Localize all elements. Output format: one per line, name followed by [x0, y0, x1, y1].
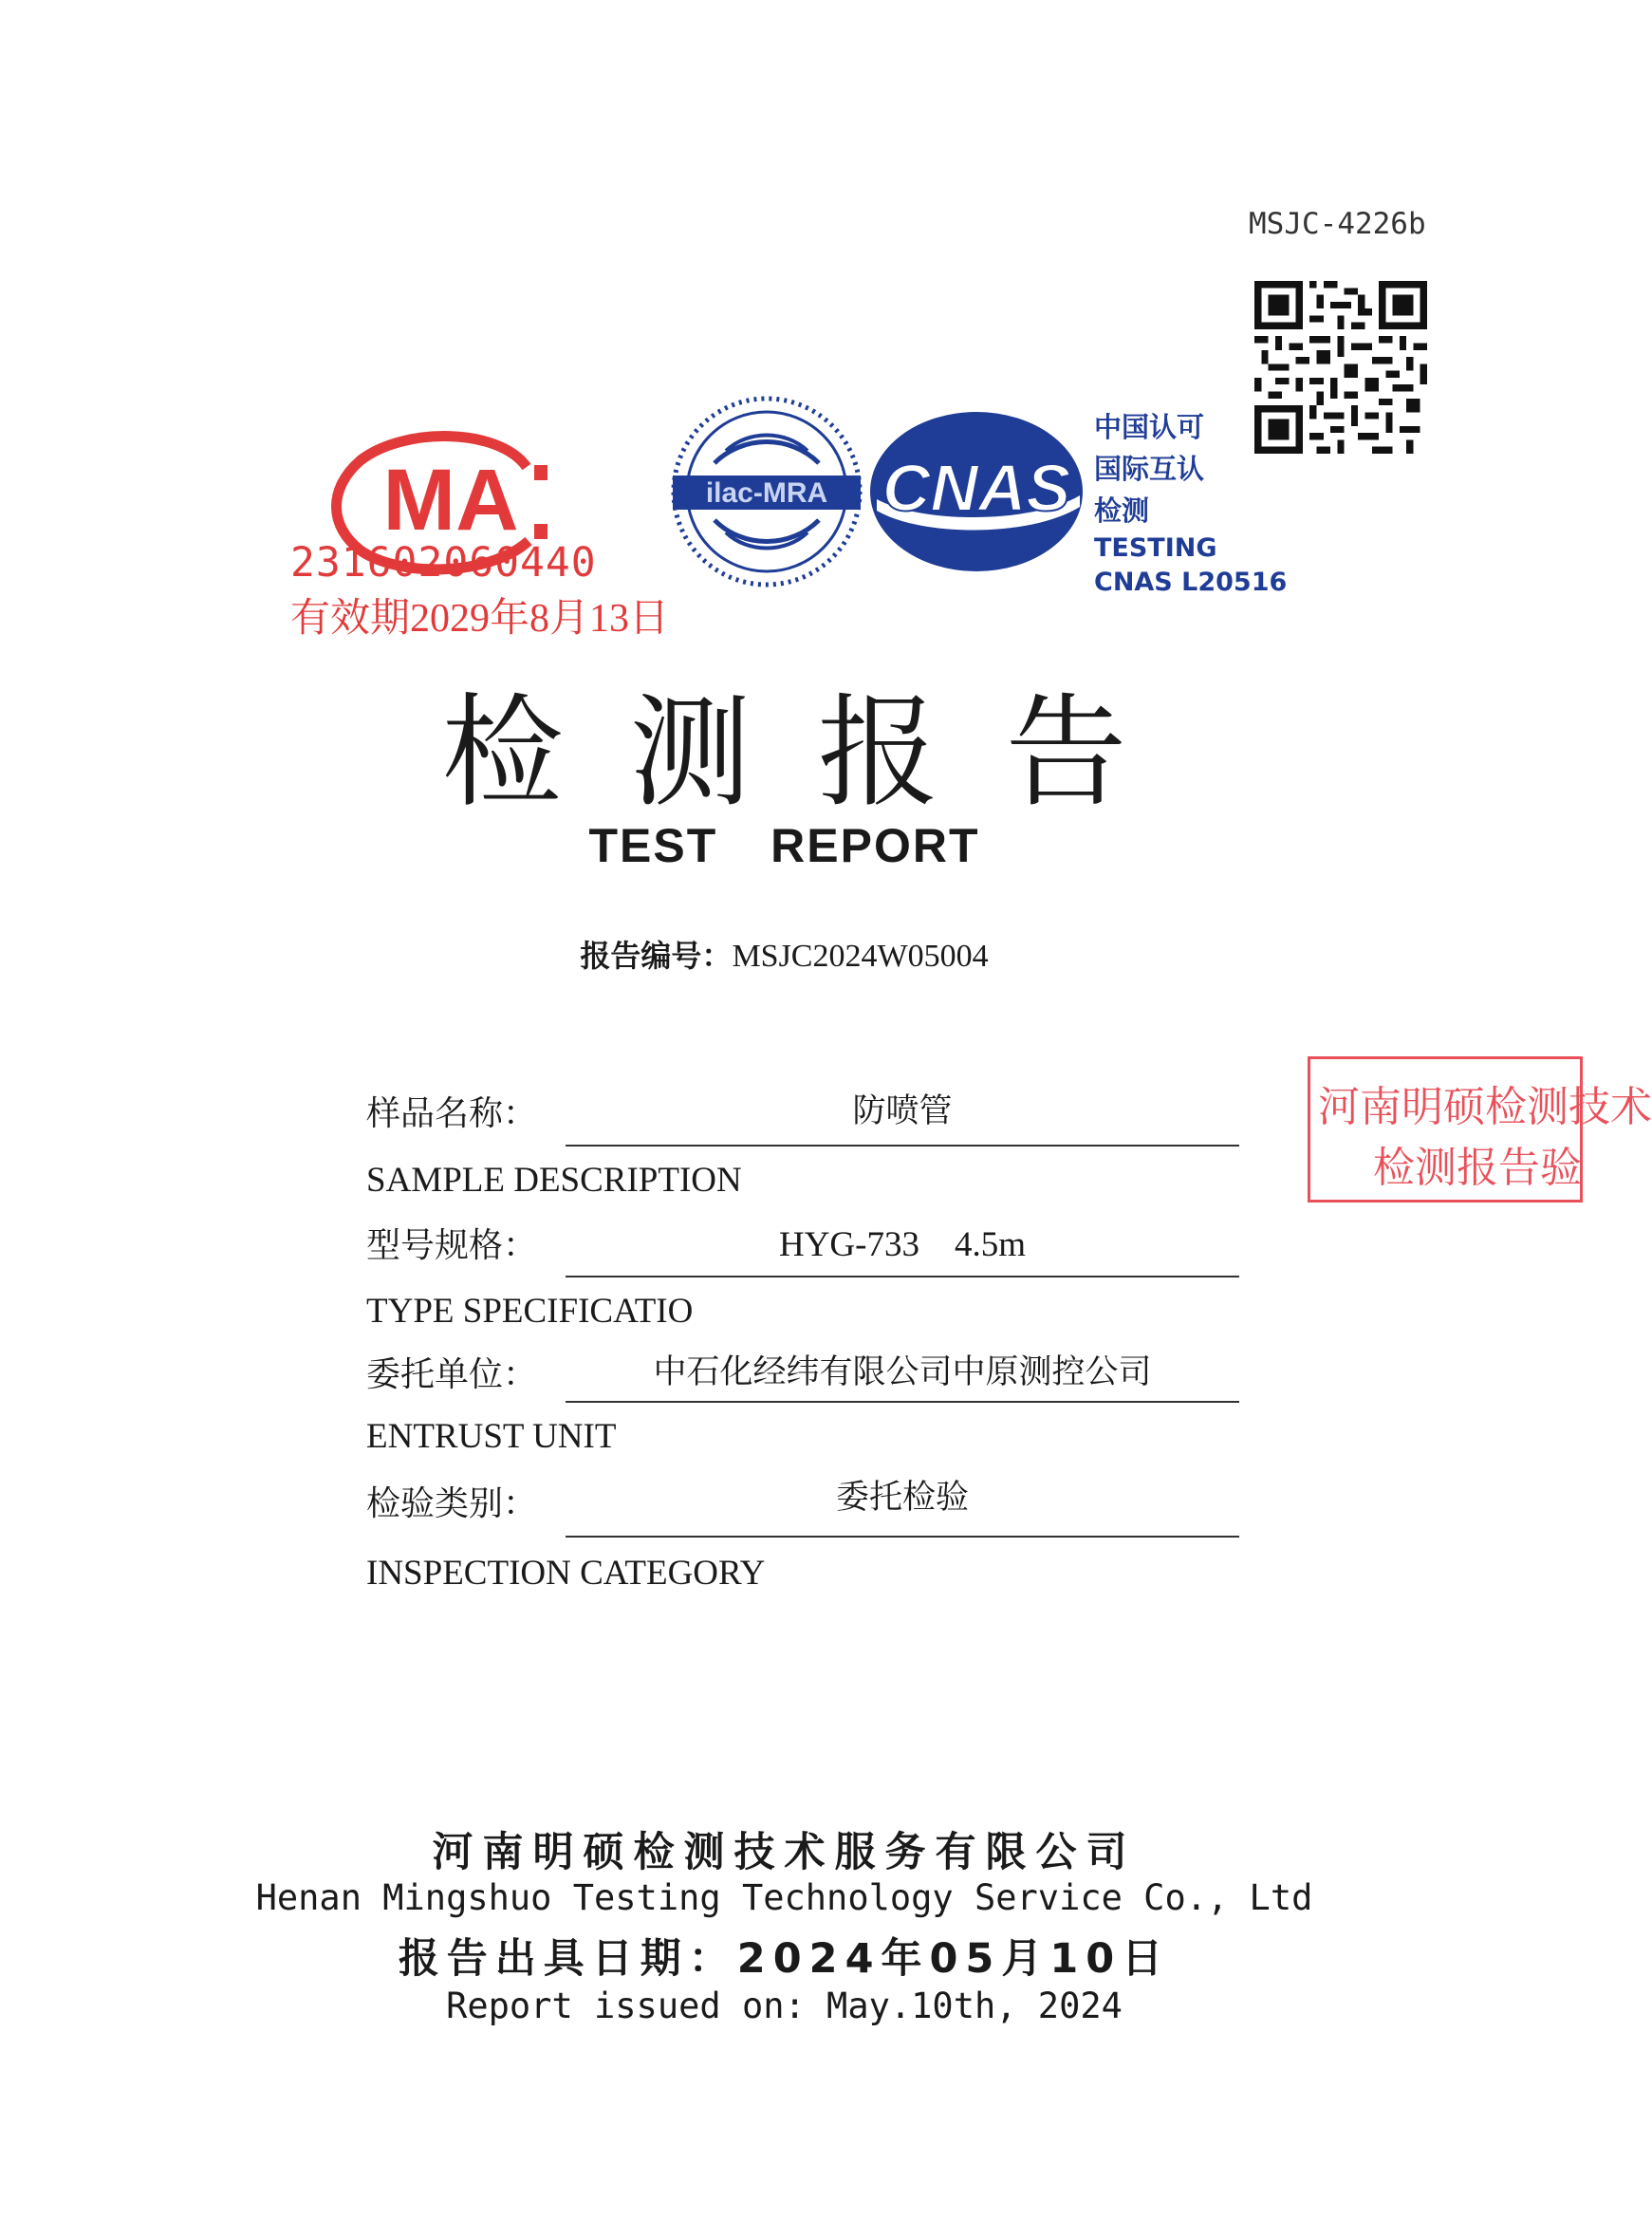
cma-number: 231602060440: [290, 539, 597, 587]
report-title-cn: 检测报告: [441, 682, 1194, 824]
field-underline: [566, 1401, 1239, 1403]
report-title-en: TEST REPORT: [588, 819, 980, 872]
inspection-seal-stamp: [1308, 1056, 1652, 1203]
field-underline: [566, 1145, 1239, 1147]
cma-validity: 有效期2029年8月13日: [290, 597, 670, 641]
field-underline: [566, 1276, 1239, 1277]
cnas-testing: TESTING: [1094, 533, 1217, 563]
entrust-unit-label: 委托单位：: [366, 1355, 538, 1394]
cnas-logo: [865, 408, 1087, 574]
sample-name-label: 样品名称：: [366, 1094, 538, 1133]
seal-line-1: 河南明硕检测技术: [1318, 1083, 1652, 1131]
inspection-category-label-en: INSPECTION CATEGORY: [366, 1554, 766, 1593]
sample-name-value: 防喷管: [852, 1092, 953, 1130]
company-name-cn: 河南明硕检测技术服务有限公司: [432, 1829, 1137, 1876]
cnas-line-1: 中国认可: [1094, 411, 1205, 443]
cnas-line-3: 检测: [1094, 494, 1150, 527]
cnas-accreditation-text: [1094, 406, 1287, 600]
type-specification-label-en: TYPE SPECIFICATIO: [366, 1292, 694, 1331]
cma-mark-text: MA: [382, 452, 519, 549]
inspection-category-label: 检验类别：: [366, 1484, 538, 1523]
ilac-mra-logo: [667, 392, 866, 591]
ilac-mra-text: ilac-MRA: [705, 477, 828, 509]
entrust-unit-label-en: ENTRUST UNIT: [366, 1417, 617, 1456]
issue-date-en: Report issued on: May.10th, 2024: [446, 1986, 1123, 2026]
sample-description-label-en: SAMPLE DESCRIPTION: [366, 1161, 742, 1200]
cnas-reg-no: CNAS L20516: [1094, 568, 1288, 597]
seal-line-2: 检测报告验: [1373, 1144, 1582, 1192]
type-spec-label: 型号规格：: [366, 1226, 538, 1265]
company-name-en: Henan Mingshuo Testing Technology Service Co., Ltd: [255, 1877, 1313, 1918]
issue-date-cn: 报告出具日期：2024年05月10日: [398, 1935, 1171, 1983]
report-number-label: 报告编号：: [580, 938, 733, 974]
cnas-logo-text: CNAS: [882, 451, 1071, 525]
report-number: [0, 932, 1568, 976]
type-spec-value: HYG-733 4.5m: [778, 1225, 1026, 1264]
form-code: MSJC-4226b: [1249, 207, 1426, 241]
report-number-value: MSJC2024W05004: [732, 939, 989, 974]
inspection-category-value: 委托检验: [835, 1479, 969, 1517]
cnas-line-2: 国际互认: [1094, 453, 1205, 485]
entrust-unit-value: 中石化经纬有限公司中原测控公司: [653, 1353, 1152, 1391]
field-underline: [566, 1536, 1239, 1538]
